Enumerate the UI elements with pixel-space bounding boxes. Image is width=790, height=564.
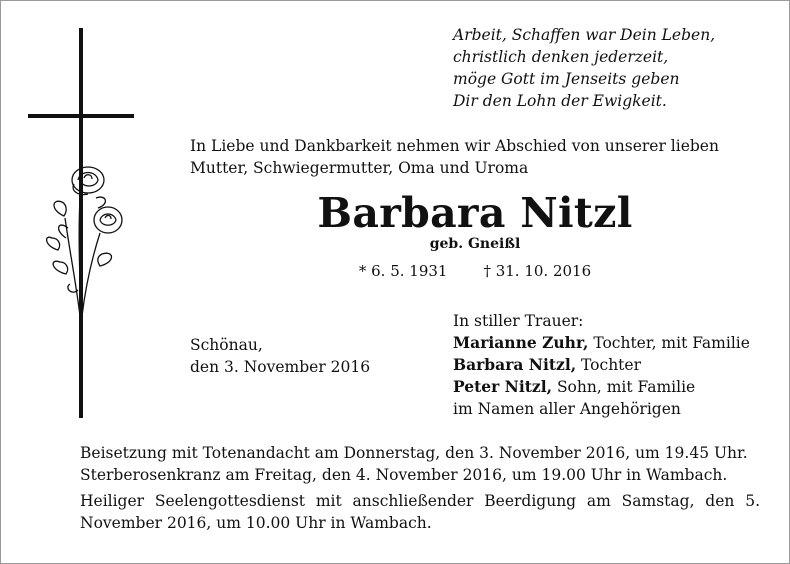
death-date: † 31. 10. 2016 bbox=[483, 262, 592, 280]
life-dates bbox=[190, 262, 760, 280]
service-info bbox=[80, 442, 760, 534]
maiden-name: geb. Gneißl bbox=[429, 236, 521, 252]
mourner-relation: Tochter bbox=[581, 356, 641, 374]
poem-line: möge Gott im Jenseits geben bbox=[453, 70, 680, 88]
poem-line: christlich denken jederzeit, bbox=[453, 48, 669, 66]
mourner-name: Peter Nitzl, bbox=[453, 377, 552, 396]
notice-date: den 3. November 2016 bbox=[190, 358, 371, 376]
mourner-row bbox=[453, 354, 750, 376]
rosary-info: Sterberosenkranz am Freitag, den 4. November 2016, um 19.00 Uhr in Wambach. bbox=[80, 466, 728, 484]
intro-line: In Liebe und Dankbarkeit nehmen wir Abschied von unserer lieben bbox=[190, 137, 719, 155]
poem-line: Dir den Lohn der Ewigkeit. bbox=[453, 92, 667, 110]
deceased-name: Barbara Nitzl bbox=[317, 189, 633, 237]
mourner-relation: Sohn, mit Familie bbox=[556, 378, 696, 396]
birth-date: * 6. 5. 1931 bbox=[358, 262, 448, 280]
mass-info: Heiliger Seelengottesdienst mit anschließender Beerdigung am Samstag, den 5. November 2016, um 10.00 Uhr in Wambach. bbox=[80, 492, 760, 532]
place: Schönau, bbox=[190, 336, 263, 354]
mourner-relation: Tochter, mit Familie bbox=[593, 334, 750, 352]
burial-info: Beisetzung mit Totenandacht am Donnerstag, den 3. November 2016, um 19.45 Uhr. bbox=[80, 444, 748, 462]
mourning-heading: In stiller Trauer: bbox=[453, 312, 584, 330]
intro-line: Mutter, Schwiegermutter, Oma und Uroma bbox=[190, 159, 529, 177]
mourner-name: Barbara Nitzl, bbox=[453, 355, 577, 374]
place-date bbox=[190, 334, 370, 378]
roses-icon bbox=[40, 158, 130, 318]
mourner-row bbox=[453, 332, 750, 354]
mourner-row bbox=[453, 376, 750, 398]
intro-text bbox=[190, 135, 719, 179]
poem bbox=[453, 24, 715, 112]
mourning-footer: im Namen aller Angehörigen bbox=[453, 400, 681, 418]
mourners-list bbox=[453, 310, 750, 420]
mourner-name: Marianne Zuhr, bbox=[453, 333, 589, 352]
poem-line: Arbeit, Schaffen war Dein Leben, bbox=[453, 26, 716, 44]
